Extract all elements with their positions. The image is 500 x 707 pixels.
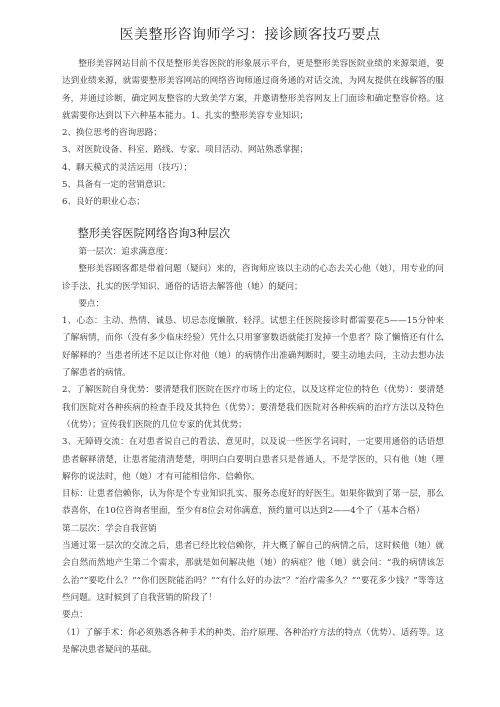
document-body [62,56,444,659]
document-title: 医美整形咨询师学习：接诊顾客技巧要点 [119,27,381,43]
points-label: 要点： [62,610,88,621]
point-item: 1、心态：主动、热情、诚恳、切忌态度懒散、轻浮。试想主任医院接诊时都需要花5——15分钟来了解病情，而你（没有多少临床经验）凭什么只用寥寥数语就能打发掉一个患者？除了懒惰还有什么好解释的？当患者所述不足以让你对他（她）的病情作出准确判断时，要主动地去问，主动去想办法了解患者的病情。 [62,316,444,379]
points-label: 要点： [78,298,105,309]
ability-item: 6、良好的职业心态； [62,197,145,208]
ability-item: 5、具备有一定的营销意识； [62,180,171,191]
point-item: 2、了解医院自身优势：要清楚我们医院在医疗市场上的定位，以及这样定位的特色（优势）：要清楚我们医院对各种疾病的检查手段及其特色（优势）；要清楚我们医院对各种疾病的治疗方法以及特色（优势）；宣传我们医院的几位专家的优其优势； [62,385,444,430]
goal-paragraph: 目标：让患者信赖你，认为你是个专业知识扎实、服务态度好的好医生。如果你做到了第一层，那么恭喜你，在10位咨询者里面，至少有8位会对你满意，预约量可以达到2——4个了（基本合格） [62,489,444,517]
ability-item: 4、聊天模式的灵活运用（技巧）； [62,162,193,173]
level-heading: 第一层次：追求满意度： [78,246,173,257]
point-item: 3、无障碍交流：在对患者说自己的看法、意见时，以及说一些医学名词时，一定要用通俗的话语想患者解释清楚，让患者能清清楚楚，明明白白要明白患者只是普通人，不是学医的，只有他（她（理解你的说法时，他（她）才有可能相信你、信赖你。 [62,437,444,482]
ability-item: 3、对医院设备、科室、路线、专家、项目活动、网站熟悉掌握； [62,145,309,156]
intro-paragraph: 整形美容网站目前不仅是整形美容医院的形象展示平台，更是整形美容医院业绩的来源渠道，要达到业绩来源，就需要整形美容网站的网络咨询师通过商务通的对话交流，为网友提供在线解答的服务，并通过诊断，确定网友整容的大致美学方案，并邀请整形美容网友上门面诊和确定整容价格。这就需要你达到以下六种基本能力。1、扎实的整形美容专业知识； [62,59,444,121]
level-heading: 第二层次：学会自我营销 [62,523,157,534]
point-item: （1）了解手术：你必须熟悉各种手术的种类、治疗原理、各种治疗方法的特点（优势）、适药等。这是解决患者疑问的基础。 [62,627,444,655]
level-paragraph: 当通过第一层次的交流之后，患者已经比较信赖你，并大概了解自己的病情之后，这时候他（她）就会自然而然地产生第二个需求，那就是如何解决他（她）的病症？他（她）就会问：“我的病情该怎么治”“要吃什么？”“你们医院能治吗？”“有什么好的办法”？“治疗需多久？”“要花多少钱？”等等这些问题。这时候到了自我营销的阶段了！ [62,541,444,603]
ability-item: 2、换位思考的咨询思路； [62,128,162,139]
section-heading: 整形美容医院网络咨询3种层次 [77,226,231,240]
level-paragraph: 整形美容顾客都是带着问题（疑问）来的，咨询师应该以主动的心态去关心他（她），用专业的问诊手法、扎实的医学知识、通俗的话语去解答他（她）的疑问； [62,264,444,292]
